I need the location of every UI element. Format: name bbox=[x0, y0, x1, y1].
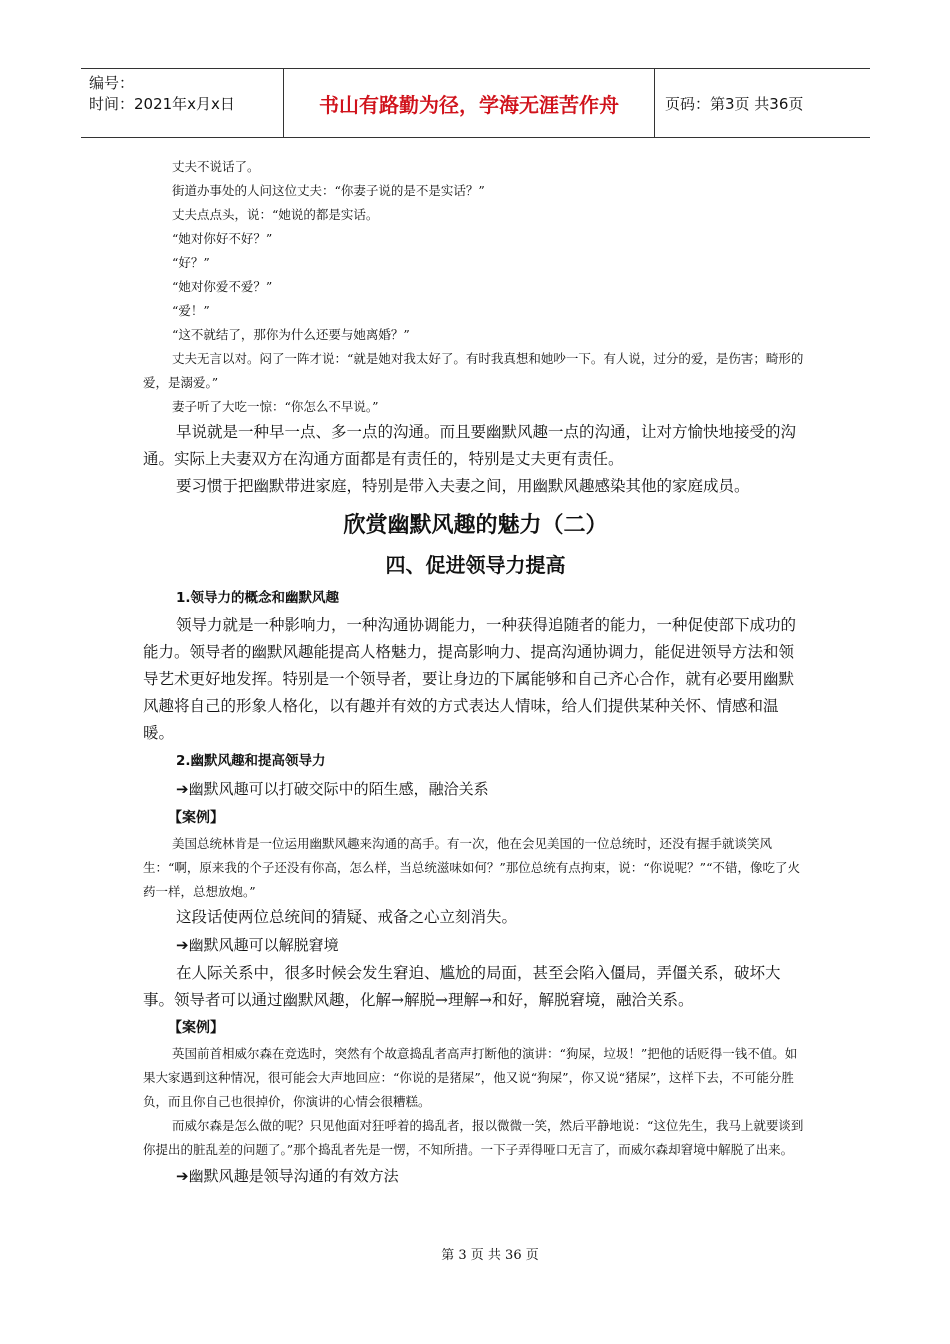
section-subtitle: 四、促进领导力提高 bbox=[385, 553, 566, 577]
arrow-icon: ➔ bbox=[176, 1167, 189, 1185]
dialogue-line: 妻子听了大吃一惊：“你怎么不早说。” bbox=[172, 399, 379, 414]
paragraph-case1-result: 这段话使两位总统间的猜疑、戒备之心立刻消失。 bbox=[176, 908, 518, 926]
case-text-lincoln: 美国总统林肯是一位运用幽默风趣来沟通的高手。有一次，他在会见美国的一位总统时，还没有握手就谈笑风生：“啊，原来我的个子还没有你高，怎么样，当总统滋味如何？”那位总统有点拘束，说：“你说呢？”“不错，像吃了火药一样，总想放炮。” bbox=[143, 836, 800, 899]
bullet-item-3 bbox=[143, 1162, 808, 1191]
page-header bbox=[81, 68, 870, 138]
case-text-wilson-2: 而威尔森是怎么做的呢？只见他面对狂呼着的捣乱者，报以微微一笑，然后平静地说：“这位先生，我马上就要谈到你提出的脏乱差的问题了。”那个捣乱者先是一愣，不知所措。一下子弄得哑口无言了，而威尔森却窘境中解脱了出来。 bbox=[143, 1118, 804, 1157]
page-footer: 第 3 页 共 36 页 bbox=[441, 1248, 539, 1263]
case-label: 【案例】 bbox=[168, 1020, 224, 1036]
dialogue-line: “她对你爱不爱？” bbox=[172, 279, 273, 294]
subsection-heading-1: 1.领导力的概念和幽默风趣 bbox=[176, 590, 340, 606]
document-body bbox=[143, 155, 808, 1191]
arrow-icon: ➔ bbox=[176, 780, 189, 798]
case-text-wilson-1: 英国前首相威尔森在竞选时，突然有个故意捣乱者高声打断他的演讲：“狗屎，垃圾！”把他的话贬得一钱不值。如果大家遇到这种情况，很可能会大声地回应：“你说的是猪屎”，他又说“狗屎”，你又说“猪屎”，这样下去，不可能分胜负，而且你自己也很掉价，你演讲的心情会很糟糕。 bbox=[143, 1046, 798, 1109]
bullet-item-1 bbox=[143, 775, 808, 804]
bullet-text: 幽默风趣是领导沟通的有效方法 bbox=[188, 1167, 399, 1185]
paragraph-family-humor: 要习惯于把幽默带进家庭，特别是带入夫妻之间，用幽默风趣感染其他的家庭成员。 bbox=[176, 477, 750, 495]
dialogue-line: “这不就结了，那你为什么还要与她离婚？” bbox=[172, 327, 410, 342]
dialogue-line: “她对你好不好？” bbox=[172, 231, 273, 246]
bullet-item-2 bbox=[143, 931, 808, 960]
dialogue-line: 街道办事处的人问这位丈夫：“你妻子说的是不是实话？” bbox=[172, 183, 485, 198]
header-page-info: 页码：第3页 共36页 bbox=[665, 94, 804, 113]
section-title: 欣赏幽默风趣的魅力（二） bbox=[343, 513, 608, 538]
subsection-heading-2: 2.幽默风趣和提高领导力 bbox=[176, 753, 326, 769]
dialogue-line: 丈夫不说话了。 bbox=[172, 159, 260, 174]
dialogue-line: 丈夫点点头，说：“她说的都是实话。 bbox=[172, 207, 379, 222]
dialogue-line: “好？” bbox=[172, 255, 210, 270]
arrow-icon: ➔ bbox=[176, 936, 189, 954]
bullet-text: 幽默风趣可以解脱窘境 bbox=[188, 936, 339, 954]
header-motto: 书山有路勤为径，学海无涯苦作舟 bbox=[283, 69, 655, 137]
paragraph-awkward-situations: 在人际关系中，很多时候会发生窘迫、尴尬的局面，甚至会陷入僵局，弄僵关系，破坏大事。领导者可以通过幽默风趣，化解→解脱→理解→和好，解脱窘境，融洽关系。 bbox=[143, 964, 781, 1009]
bullet-text: 幽默风趣可以打破交际中的陌生感，融洽关系 bbox=[188, 780, 489, 798]
paragraph-communication: 早说就是一种早一点、多一点的沟通。而且要幽默风趣一点的沟通，让对方愉快地接受的沟通。实际上夫妻双方在沟通方面都是有责任的，特别是丈夫更有责任。 bbox=[143, 423, 797, 468]
document-date-label: 时间：2021年x月x日 bbox=[89, 95, 235, 113]
dialogue-line: “爱！” bbox=[172, 303, 210, 318]
document-number-label: 编号： bbox=[89, 74, 135, 92]
paragraph-leadership: 领导力就是一种影响力，一种沟通协调能力，一种获得追随者的能力，一种促使部下成功的能力。领导者的幽默风趣能提高人格魅力，提高影响力、提高沟通协调力，能促进领导方法和领导艺术更好地发挥。特别是一个领导者，要让身边的下属能够和自己齐心合作，就有必要用幽默风趣将自己的形象人格化，以有趣并有效的方式表达人情味，给人们提供某种关怀、情感和温暖。 bbox=[143, 616, 797, 742]
case-label: 【案例】 bbox=[168, 810, 224, 826]
dialogue-line: 丈夫无言以对。闷了一阵才说：“就是她对我太好了。有时我真想和她吵一下。有人说，过分的爱，是伤害；畸形的爱，是溺爱。” bbox=[143, 351, 804, 390]
header-left-cell bbox=[81, 69, 283, 137]
